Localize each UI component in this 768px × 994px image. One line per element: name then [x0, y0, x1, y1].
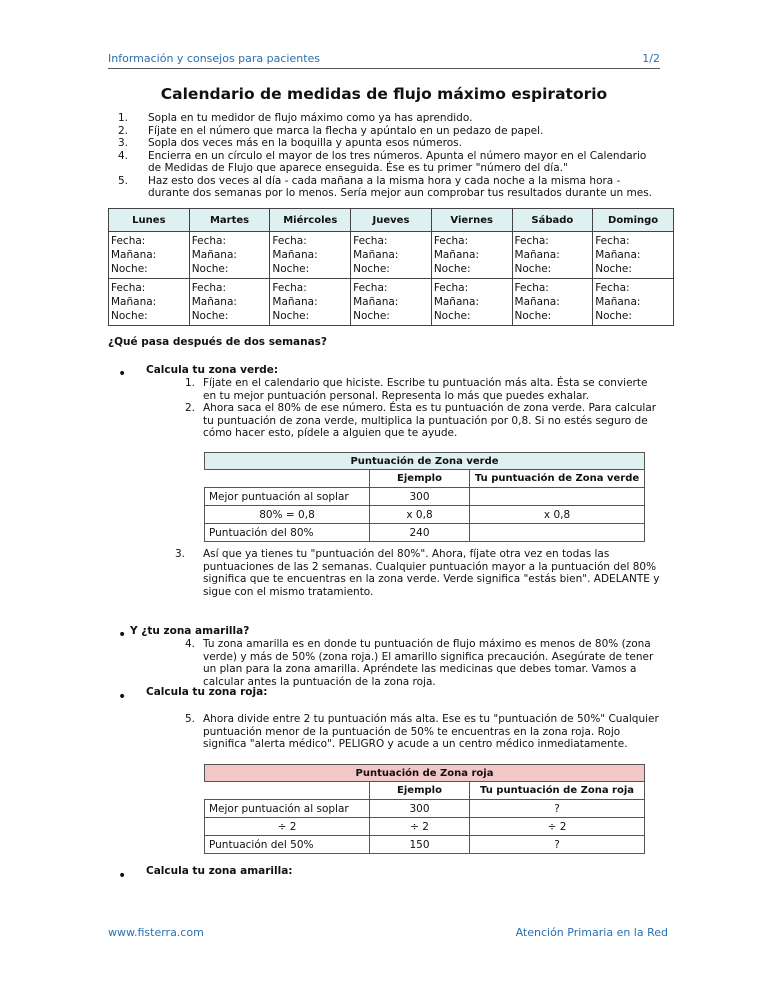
- example-cell: 300: [370, 800, 470, 818]
- calendar-day-cell[interactable]: [431, 279, 512, 326]
- list-item: [108, 150, 660, 175]
- calendar-field-label: Noche:: [353, 263, 390, 275]
- calendar-field-label: Fecha:: [191, 282, 227, 294]
- item-number: 1.: [118, 112, 129, 124]
- calendar-field-label: Fecha:: [111, 235, 146, 247]
- item-number: 4.: [185, 638, 196, 650]
- item-text: Fíjate en el calendario que hiciste. Escribe tu puntuación más alta. Ésta se convierte en tu mejor puntuación personal. Representa lo más que puedes exhalar.: [203, 377, 648, 402]
- footer-site-link[interactable]: www.fisterra.com: [108, 926, 204, 939]
- green-zone-step-3: [175, 548, 663, 598]
- calendar-day-cell[interactable]: [189, 232, 270, 279]
- calendar-day-cell[interactable]: [351, 232, 432, 279]
- your-score-cell: [470, 524, 645, 542]
- bullet-icon: •: [118, 868, 127, 884]
- calendar-day-cell[interactable]: [512, 232, 593, 279]
- row-label: Puntuación del 80%: [205, 524, 370, 542]
- footer-tagline: Atención Primaria en la Red: [515, 926, 668, 939]
- your-score-cell: ?: [470, 836, 645, 854]
- calendar-field-label: Fecha:: [514, 282, 549, 294]
- item-text: Fíjate en el número que marca la flecha y apúntalo en un pedazo de papel.: [148, 124, 544, 137]
- table-row: [205, 836, 645, 854]
- calendar-day-cell[interactable]: [109, 232, 190, 279]
- example-cell: 150: [370, 836, 470, 854]
- table-row: [205, 506, 645, 524]
- calendar-day-cell[interactable]: [189, 279, 270, 326]
- instructions-list: [108, 112, 660, 200]
- example-cell: ÷ 2: [370, 818, 470, 836]
- yellow-calc-heading: Calcula tu zona amarilla:: [146, 865, 293, 877]
- calendar-field-label: Mañana:: [595, 296, 641, 308]
- table-caption: Puntuación de Zona verde: [205, 453, 645, 470]
- your-score-cell: ?: [470, 800, 645, 818]
- table-row: [205, 488, 645, 506]
- red-zone-step: [185, 713, 663, 751]
- green-zone-heading: Calcula tu zona verde:: [146, 364, 279, 376]
- calendar-day-cell[interactable]: [270, 279, 351, 326]
- section-heading: ¿Qué pasa después de dos semanas?: [108, 336, 327, 348]
- calendar-field-label: Noche:: [353, 310, 390, 322]
- item-text: Haz esto dos veces al día - cada mañana a la misma hora y cada noche a la misma hora - durante dos semanas por lo menos. Sería mejor aun comprobar tus resultados durante un mes.: [148, 174, 653, 199]
- item-text: Sopla en tu medidor de flujo máximo como ya has aprendido.: [148, 112, 473, 124]
- bullet-icon: •: [118, 366, 127, 382]
- row-label: ÷ 2: [205, 818, 370, 836]
- calendar-field-label: Mañana:: [514, 249, 560, 261]
- day-header: Jueves: [351, 209, 432, 232]
- calendar-field-label: Fecha:: [353, 235, 388, 247]
- red-zone-heading: Calcula tu zona roja:: [146, 686, 268, 698]
- item-number: 3.: [175, 548, 186, 560]
- table-row: [205, 524, 645, 542]
- item-text: Encierra en un círculo el mayor de los tres números. Apunta el número mayor en el Calendario de Medidas de Flujo que aparece enseguida. Ése es tu primer "número del día.": [148, 149, 647, 174]
- yellow-zone-step: [185, 638, 663, 688]
- row-label: Mejor puntuación al soplar: [205, 488, 370, 506]
- item-number: 2.: [185, 402, 196, 414]
- calendar-field-label: Noche:: [595, 263, 632, 275]
- your-score-cell: [470, 488, 645, 506]
- calendar-day-cell[interactable]: [593, 232, 674, 279]
- item-number: 1.: [185, 377, 196, 389]
- calendar-field-label: Fecha:: [595, 282, 630, 294]
- calendar-field-label: Mañana:: [433, 249, 480, 261]
- table-row: [205, 818, 645, 836]
- calendar-day-cell[interactable]: [431, 232, 512, 279]
- list-item: [108, 175, 660, 200]
- day-header: Viernes: [431, 209, 512, 232]
- page-title: Calendario de medidas de flujo máximo espiratorio: [160, 85, 608, 103]
- yellow-zone-heading: Y ¿tu zona amarilla?: [130, 625, 250, 637]
- calendar-field-label: Mañana:: [191, 296, 237, 308]
- calendar-field-label: Fecha:: [433, 282, 469, 294]
- column-header: Tu puntuación de Zona roja: [470, 782, 645, 800]
- calendar-field-label: Noche:: [514, 263, 552, 275]
- calendar-field-label: Mañana:: [514, 296, 560, 308]
- table-caption-row: [205, 453, 645, 470]
- calendar-field-label: Mañana:: [433, 296, 480, 308]
- bullet-icon: •: [118, 627, 127, 643]
- your-score-cell: x 0,8: [470, 506, 645, 524]
- row-label: Mejor puntuación al soplar: [205, 800, 370, 818]
- item-number: 4.: [118, 149, 129, 162]
- list-item: [185, 638, 663, 688]
- column-header: Ejemplo: [370, 470, 470, 488]
- table-caption-row: [205, 765, 645, 782]
- day-header: Martes: [189, 209, 270, 232]
- list-item: [185, 402, 663, 440]
- item-number: 2.: [118, 124, 129, 137]
- list-item: [185, 377, 663, 402]
- calendar-field-label: Mañana:: [272, 296, 318, 308]
- calendar-field-label: Noche:: [595, 310, 632, 322]
- table-header-row: [205, 782, 645, 800]
- calendar-field-label: Fecha:: [595, 235, 630, 247]
- calendar-field-label: Mañana:: [353, 296, 399, 308]
- green-zone-table: [204, 452, 645, 542]
- item-text: Ahora saca el 80% de ese número. Ésta es tu puntuación de zona verde. Para calcular tu puntuación de zona verde, multiplica la puntuación por 0,8. Si no estés seguro de cómo hacer esto, pídele a alguien que te ayude.: [203, 402, 657, 439]
- table-row: [205, 800, 645, 818]
- calendar-field-label: Noche:: [272, 263, 310, 275]
- calendar-field-label: Mañana:: [191, 249, 237, 261]
- day-header: Lunes: [109, 209, 190, 232]
- red-zone-table: [204, 764, 645, 854]
- item-text: Así que ya tienes tu "puntuación del 80%". Ahora, fíjate otra vez en todas las puntuaciones de las 2 semanas. Cualquier puntuación mayor a la puntuación del 80% significa que te encuentras en la zona verde. Verde significa "estás bien". ADELANTE y sigue con el mismo tratamiento.: [203, 548, 660, 598]
- list-item: [108, 137, 660, 150]
- header-title: Información y consejos para pacientes: [108, 52, 321, 65]
- calendar-field-label: Noche:: [272, 310, 310, 322]
- list-item: [108, 112, 660, 125]
- calendar-week-row: [109, 232, 674, 279]
- calendar-field-label: Mañana:: [111, 249, 157, 261]
- calendar-field-label: Noche:: [191, 263, 229, 275]
- list-item: [185, 713, 663, 751]
- table-header-row: [205, 470, 645, 488]
- calendar-field-label: Fecha:: [353, 282, 388, 294]
- row-label: 80% = 0,8: [205, 506, 370, 524]
- example-cell: 300: [370, 488, 470, 506]
- bullet-icon: •: [118, 689, 127, 705]
- example-cell: 240: [370, 524, 470, 542]
- calendar-field-label: Fecha:: [433, 235, 469, 247]
- empty-cell: [205, 782, 370, 800]
- item-number: 5.: [118, 174, 129, 187]
- calendar-field-label: Noche:: [111, 310, 148, 322]
- day-header: Sábado: [512, 209, 593, 232]
- calendar-week-row: [109, 279, 674, 326]
- row-label: Puntuación del 50%: [205, 836, 370, 854]
- calendar-field-label: Mañana:: [353, 249, 399, 261]
- calendar-day-cell[interactable]: [512, 279, 593, 326]
- day-header: Miércoles: [270, 209, 351, 232]
- list-item: [108, 125, 660, 138]
- calendar-field-label: Noche:: [514, 310, 552, 322]
- calendar-field-label: Fecha:: [272, 282, 307, 294]
- example-cell: x 0,8: [370, 506, 470, 524]
- item-number: 3.: [118, 137, 129, 149]
- calendar-day-cell[interactable]: [351, 279, 432, 326]
- calendar-field-label: Noche:: [433, 310, 471, 322]
- calendar-day-cell[interactable]: [270, 232, 351, 279]
- calendar-field-label: Fecha:: [191, 235, 227, 247]
- empty-cell: [205, 470, 370, 488]
- calendar-field-label: Mañana:: [595, 249, 641, 261]
- item-text: Ahora divide entre 2 tu puntuación más alta. Ese es tu "puntuación de 50%" Cualquier puntuación menor de la puntuación de 50% te encuentras en la zona roja. Rojo significa "alerta médico". PELIGRO y acude a un centro médico inmediatamente.: [203, 713, 659, 750]
- calendar-field-label: Mañana:: [111, 296, 157, 308]
- calendar-field-label: Noche:: [433, 263, 471, 275]
- list-item: [175, 548, 663, 598]
- calendar-day-cell[interactable]: [109, 279, 190, 326]
- peak-flow-calendar: [108, 208, 674, 326]
- calendar-field-label: Fecha:: [272, 235, 307, 247]
- calendar-field-label: Mañana:: [272, 249, 318, 261]
- calendar-field-label: Fecha:: [111, 282, 146, 294]
- your-score-cell: ÷ 2: [470, 818, 645, 836]
- column-header: Ejemplo: [370, 782, 470, 800]
- calendar-field-label: Noche:: [191, 310, 229, 322]
- page-header: [108, 52, 660, 69]
- item-number: 5.: [185, 713, 196, 725]
- green-zone-steps: [185, 377, 663, 440]
- calendar-day-cell[interactable]: [593, 279, 674, 326]
- calendar-field-label: Fecha:: [514, 235, 549, 247]
- calendar-header-row: [109, 209, 674, 232]
- column-header: Tu puntuación de Zona verde: [470, 470, 645, 488]
- item-text: Tu zona amarilla es en donde tu puntuación de flujo máximo es menos de 80% (zona verde) y más de 50% (zona roja.) El amarillo significa precaución. Asegúrate de tener un plan para la zona amarilla. Apréndete las medicinas que debes tomar. Vamos a calcular antes la puntuación de la zona roja.: [203, 638, 654, 688]
- table-caption: Puntuación de Zona roja: [205, 765, 645, 782]
- day-header: Domingo: [593, 209, 674, 232]
- page-number: 1/2: [642, 52, 660, 65]
- item-text: Sopla dos veces más en la boquilla y apunta esos números.: [148, 137, 462, 149]
- calendar-field-label: Noche:: [111, 263, 148, 275]
